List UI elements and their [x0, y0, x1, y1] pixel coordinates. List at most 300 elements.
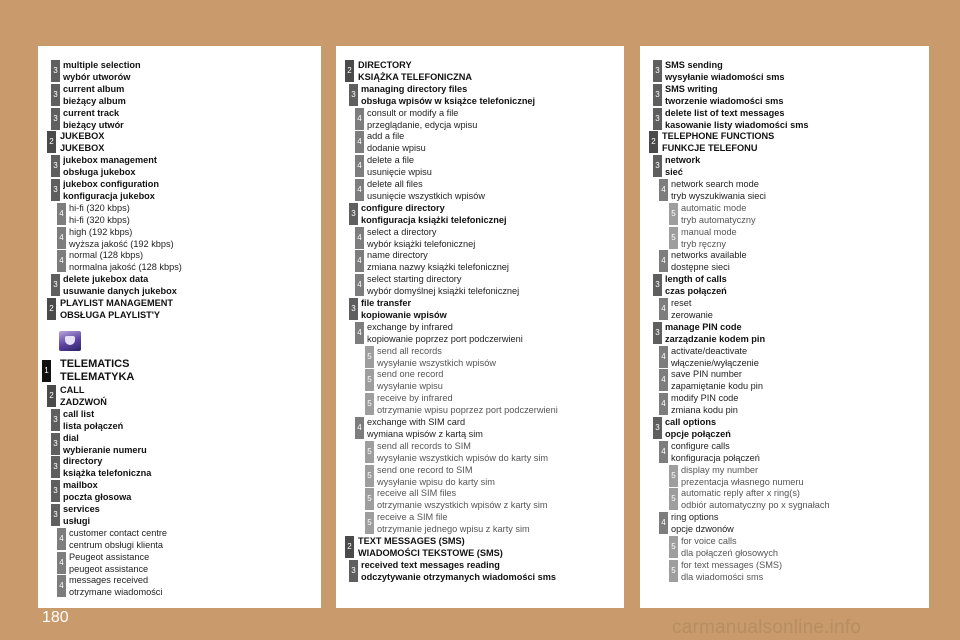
menu-entry-text — [681, 487, 925, 511]
menu-entry-label-en: SMS writing — [665, 83, 718, 94]
menu-entry-label-en: automatic reply after x ring(s) — [681, 488, 800, 499]
menu-level-badge: 5 — [365, 346, 374, 368]
menu-entry — [38, 478, 321, 504]
menu-entry — [336, 320, 624, 346]
menu-entry-text — [671, 440, 925, 464]
menu-entry — [38, 129, 321, 155]
menu-entry — [336, 201, 624, 227]
menu-entry-label-en: jukebox configuration — [63, 179, 159, 189]
menu-level-badge: 3 — [51, 179, 60, 201]
menu-entry-label-pl: wysyłanie wpisu — [377, 381, 443, 392]
menu-entry — [38, 82, 321, 108]
menu-level-badge: 4 — [659, 441, 668, 463]
menu-entry-label-pl: TELEMATYKA — [60, 371, 135, 383]
menu-entry-label-pl: hi-fi (320 kbps) — [69, 214, 130, 225]
menu-level-badge: 4 — [355, 417, 364, 439]
menu-entry — [336, 558, 624, 584]
menu-level-badge: 5 — [669, 536, 678, 558]
menu-entry-label-pl: tworzenie wiadomości sms — [665, 95, 784, 106]
menu-entry-text — [671, 249, 925, 273]
menu-entry-label-en: TELEMATICS — [60, 358, 130, 370]
menu-entry-label-en: DIRECTORY — [358, 60, 412, 70]
menu-level-badge: 5 — [669, 488, 678, 510]
menu-entry-text — [377, 440, 620, 464]
menu-entry-label-en: managing directory files — [361, 83, 468, 94]
menu-entry-text — [63, 455, 317, 479]
menu-entry-label-pl: bieżący album — [63, 95, 126, 106]
menu-entry — [336, 463, 624, 489]
menu-entry-text — [377, 368, 620, 392]
menu-level-badge: 2 — [345, 536, 354, 558]
menu-entry — [640, 415, 929, 441]
menu-level-badge: 3 — [349, 84, 358, 106]
menu-entry-label-pl: OBSŁUGA PLAYLIST'Y — [60, 310, 161, 320]
menu-entry-label-pl: tryb ręczny — [681, 238, 726, 249]
menu-entry-label-en: receive a SIM file — [377, 512, 448, 523]
menu-level-badge: 5 — [669, 227, 678, 249]
watermark: carmanualsonline.info — [672, 617, 862, 638]
menu-entry-label-pl: kasowanie listy wiadomości sms — [665, 119, 809, 130]
menu-entry-label-en: modify PIN code — [671, 393, 739, 404]
menu-entry-label-en: select a directory — [367, 226, 437, 237]
menu-entry-text — [681, 535, 925, 559]
menu-entry — [38, 573, 321, 599]
menu-entry-label-en: send one record — [377, 369, 444, 380]
menu-entry-label-en: ring options — [671, 512, 719, 523]
menu-entry — [640, 248, 929, 274]
page-number: 180 — [42, 609, 69, 626]
menu-entry-label-pl: FUNKCJE TELEFONU — [662, 143, 758, 154]
menu-entry-text — [671, 392, 925, 416]
menu-entry-label-en: consult or modify a file — [367, 107, 459, 118]
menu-entry-label-pl: usługi — [63, 516, 91, 526]
menu-entry — [38, 201, 321, 227]
menu-entry-label-en: select starting directory — [367, 274, 462, 285]
menu-level-badge: 3 — [653, 274, 662, 296]
menu-entry-text — [665, 59, 925, 83]
menu-level-badge: 3 — [653, 322, 662, 344]
menu-entry-label-pl: wybór domyślnej książki telefonicznej — [367, 286, 520, 297]
menu-entry-text — [63, 432, 317, 456]
menu-entry-label-pl: usunięcie wszystkich wpisów — [367, 191, 485, 201]
menu-entry — [336, 272, 624, 298]
menu-entry-label-pl: dodanie wpisu — [367, 143, 426, 154]
menu-level-badge: 4 — [355, 322, 364, 344]
menu-entry-label-pl: kopiowanie wpisów — [361, 310, 447, 320]
menu-entry-text — [60, 297, 317, 321]
menu-entry-label-en: manage PIN code — [665, 321, 742, 332]
menu-entry-text — [69, 527, 317, 551]
menu-entry-label-en: current album — [63, 83, 125, 94]
menu-entry-label-pl: wymiana wpisów z kartą sim — [367, 429, 483, 439]
menu-entry-label-pl: otrzymanie jednego wpisu z karty sim — [377, 524, 530, 535]
menu-entry-label-pl: tryb wyszukiwania sieci — [671, 191, 766, 201]
menu-level-badge: 5 — [365, 465, 374, 487]
menu-entry-text — [671, 297, 925, 321]
menu-level-badge: 2 — [345, 60, 354, 82]
menu-entry-label-en: dial — [63, 432, 79, 443]
menu-entry-label-en: length of calls — [665, 274, 727, 285]
menu-entry-label-pl: wybieranie numeru — [63, 444, 147, 455]
menu-level-badge: 4 — [659, 298, 668, 320]
menu-entry-label-pl: zarządzanie kodem pin — [665, 333, 766, 344]
menu-entry-label-en: exchange with SIM card — [367, 417, 466, 427]
menu-column-2 — [336, 46, 624, 608]
menu-level-badge: 5 — [365, 441, 374, 463]
menu-column-1 — [38, 46, 321, 608]
menu-entry-label-pl: otrzymanie wszystkich wpisów z karty sim — [377, 500, 548, 511]
menu-entry-label-en: for voice calls — [681, 536, 737, 546]
menu-entry-label-pl: kopiowanie poprzez port podczerwieni — [367, 333, 523, 344]
menu-level-badge: 4 — [659, 250, 668, 272]
menu-entry — [38, 272, 321, 298]
menu-entry — [640, 391, 929, 417]
menu-entry-text — [60, 358, 317, 384]
menu-entry-text — [361, 297, 620, 321]
menu-entry-label-en: delete a file — [367, 155, 414, 166]
menu-entry-text — [377, 345, 620, 369]
menu-entry — [640, 272, 929, 298]
menu-entry-text — [665, 273, 925, 297]
menu-entry-label-pl: włączenie/wyłączenie — [671, 357, 759, 368]
menu-entry — [640, 463, 929, 489]
menu-entry-label-pl: obsługa jukebox — [63, 167, 136, 178]
menu-entry — [336, 439, 624, 465]
menu-entry — [640, 558, 929, 584]
menu-entry-label-en: send all records to SIM — [377, 440, 471, 451]
menu-entry-text — [377, 487, 620, 511]
menu-entry-text — [665, 416, 925, 440]
menu-entry-label-en: activate/deactivate — [671, 345, 748, 356]
menu-entry — [640, 177, 929, 203]
menu-entry-text — [63, 107, 317, 131]
menu-entry-text — [671, 511, 925, 535]
menu-entry-text — [367, 226, 620, 250]
menu-entry-label-pl: czas połączeń — [665, 286, 727, 297]
menu-entry-label-pl: bieżący utwór — [63, 119, 124, 130]
menu-entry — [336, 367, 624, 393]
menu-entry-label-pl: konfiguracja połączeń — [671, 452, 760, 463]
menu-entry-text — [63, 83, 317, 107]
menu-entry-label-en: file transfer — [361, 298, 412, 308]
menu-level-badge: 3 — [653, 108, 662, 130]
menu-entry-label-pl: dla połączeń głosowych — [681, 548, 779, 558]
menu-level-badge: 3 — [51, 108, 60, 130]
menu-entry — [38, 407, 321, 433]
menu-entry-label-pl: wyższa jakość (192 kbps) — [69, 238, 174, 249]
menu-entry-text — [671, 178, 925, 202]
menu-entry-label-pl: wysyłanie wszystkich wpisów do karty sim — [377, 452, 549, 463]
menu-level-badge: 3 — [51, 409, 60, 431]
menu-entry-label-en: save PIN number — [671, 369, 742, 380]
menu-entry-label-pl: opcje dzwonów — [671, 524, 734, 535]
menu-level-badge: 3 — [349, 203, 358, 225]
menu-entry-text — [665, 321, 925, 345]
menu-entry-text — [665, 107, 925, 131]
menu-level-badge: 3 — [653, 417, 662, 439]
menu-entry-text — [361, 559, 620, 583]
menu-entry-text — [69, 202, 317, 226]
menu-entry-label-en: manual mode — [681, 226, 737, 237]
menu-entry-label-en: send all records — [377, 345, 442, 356]
menu-entry — [336, 486, 624, 512]
menu-entry-label-en: network search mode — [671, 179, 759, 189]
menu-entry-label-en: delete list of text messages — [665, 107, 785, 118]
menu-entry-label-en: automatic mode — [681, 202, 747, 213]
menu-level-badge: 4 — [355, 274, 364, 296]
menu-entry-label-en: configure directory — [361, 202, 445, 213]
menu-entry-label-en: SMS sending — [665, 60, 723, 70]
menu-entry-label-en: configure calls — [671, 440, 730, 451]
menu-entry-label-en: high (192 kbps) — [69, 226, 133, 237]
menu-level-badge: 4 — [57, 203, 66, 225]
menu-entry-text — [377, 464, 620, 488]
menu-entry — [336, 106, 624, 132]
menu-entry-label-en: TELEPHONE FUNCTIONS — [662, 131, 775, 142]
menu-entry-label-en: delete jukebox data — [63, 274, 149, 285]
menu-entry-label-en: TEXT MESSAGES (SMS) — [358, 536, 465, 546]
menu-entry-text — [367, 107, 620, 131]
menu-entry-label-en: directory — [63, 456, 103, 467]
menu-entry — [38, 454, 321, 480]
menu-level-badge: 3 — [51, 504, 60, 526]
telematics-icon — [59, 331, 81, 351]
menu-entry-label-en: call list — [63, 408, 95, 419]
menu-entry-label-en: receive all SIM files — [377, 488, 457, 499]
menu-entry-label-pl: konfiguracja jukebox — [63, 191, 155, 201]
menu-level-badge: 4 — [57, 552, 66, 574]
menu-entry-text — [665, 83, 925, 107]
menu-entry-text — [665, 154, 925, 178]
menu-entry — [640, 510, 929, 536]
menu-entry-text — [377, 392, 620, 416]
menu-entry-label-pl: JUKEBOX — [60, 143, 105, 154]
menu-entry — [336, 248, 624, 274]
menu-entry — [38, 431, 321, 457]
menu-entry-text — [681, 202, 925, 226]
menu-level-badge: 4 — [57, 528, 66, 550]
menu-entry — [38, 550, 321, 576]
menu-entry — [38, 358, 321, 384]
menu-level-badge: 3 — [51, 274, 60, 296]
menu-entry-text — [681, 559, 925, 583]
menu-entry-label-en: send one record to SIM — [377, 464, 473, 475]
menu-entry — [38, 248, 321, 274]
menu-entry — [336, 344, 624, 370]
menu-entry-label-pl: wysyłanie wszystkich wpisów — [377, 357, 496, 368]
menu-entry-label-pl: KSIĄŻKA TELEFONICZNA — [358, 72, 472, 82]
menu-level-badge: 4 — [659, 512, 668, 534]
menu-level-badge: 3 — [51, 433, 60, 455]
menu-level-badge: 4 — [355, 155, 364, 177]
menu-entry-label-en: display my number — [681, 464, 759, 475]
menu-entry-label-en: Peugeot assistance — [69, 551, 150, 562]
menu-entry — [640, 106, 929, 132]
menu-entry-label-pl: wybór utworów — [63, 72, 131, 82]
menu-entry-text — [63, 178, 317, 202]
menu-entry — [640, 201, 929, 227]
menu-entry-label-en: reset — [671, 298, 692, 308]
menu-entry — [640, 344, 929, 370]
menu-level-badge: 3 — [653, 84, 662, 106]
menu-entry-text — [361, 202, 620, 226]
menu-level-badge: 3 — [51, 84, 60, 106]
menu-level-badge: 2 — [47, 131, 56, 153]
menu-entry-text — [63, 479, 317, 503]
menu-level-badge: 3 — [51, 60, 60, 82]
menu-level-badge: 4 — [355, 131, 364, 153]
menu-entry — [640, 486, 929, 512]
menu-entry-label-pl: peugeot assistance — [69, 563, 149, 574]
menu-entry-text — [69, 551, 317, 575]
menu-level-badge: 5 — [669, 560, 678, 582]
menu-entry-label-en: multiple selection — [63, 60, 141, 70]
menu-level-badge: 4 — [355, 179, 364, 201]
menu-entry — [640, 225, 929, 251]
menu-entry-label-pl: wysyłanie wiadomości sms — [665, 72, 785, 82]
menu-level-badge: 5 — [365, 488, 374, 510]
menu-entry-text — [671, 368, 925, 392]
menu-entry-label-pl: ZADZWOŃ — [60, 397, 107, 407]
menu-entry-text — [63, 408, 317, 432]
menu-entry — [38, 502, 321, 528]
menu-level-badge: 5 — [669, 465, 678, 487]
menu-entry-label-pl: zapamiętanie kodu pin — [671, 381, 763, 392]
menu-level-badge: 5 — [365, 393, 374, 415]
menu-entry-label-pl: normalna jakość (128 kbps) — [69, 262, 182, 273]
menu-entry — [38, 383, 321, 409]
menu-entry-label-en: CALL — [60, 385, 85, 395]
menu-level-badge: 4 — [355, 227, 364, 249]
menu-entry — [336, 129, 624, 155]
menu-entry-label-en: mailbox — [63, 480, 98, 491]
menu-entry-text — [63, 503, 317, 527]
menu-entry-text — [367, 178, 620, 202]
menu-entry-text — [60, 130, 317, 154]
menu-level-badge: 4 — [57, 250, 66, 272]
menu-entry — [336, 391, 624, 417]
menu-entry — [336, 177, 624, 203]
menu-entry — [336, 58, 624, 84]
menu-entry-label-pl: usunięcie wpisu — [367, 167, 432, 178]
menu-entry — [336, 153, 624, 179]
menu-entry — [336, 82, 624, 108]
menu-entry-label-pl: przeglądanie, edycja wpisu — [367, 119, 478, 130]
menu-level-badge: 3 — [51, 456, 60, 478]
menu-entry-label-en: exchange by infrared — [367, 321, 453, 332]
menu-entry-text — [367, 154, 620, 178]
menu-level-badge: 1 — [42, 360, 51, 382]
menu-entry — [336, 534, 624, 560]
menu-entry-label-en: hi-fi (320 kbps) — [69, 202, 130, 213]
menu-entry-text — [358, 59, 620, 83]
menu-entry-label-en: for text messages (SMS) — [681, 559, 783, 570]
menu-entry — [336, 225, 624, 251]
menu-entry-text — [63, 59, 317, 83]
menu-entry — [38, 58, 321, 84]
menu-entry-label-en: normal (128 kbps) — [69, 250, 144, 261]
menu-entry-label-en: received text messages reading — [361, 559, 500, 570]
menu-entry-label-pl: tryb automatyczny — [681, 214, 756, 225]
menu-entry-text — [367, 321, 620, 345]
menu-entry-text — [671, 345, 925, 369]
menu-entry-label-en: add a file — [367, 131, 405, 142]
menu-entry-label-en: call options — [665, 417, 717, 427]
menu-level-badge: 3 — [51, 480, 60, 502]
menu-entry — [38, 153, 321, 179]
menu-entry — [38, 526, 321, 552]
menu-level-badge: 3 — [653, 155, 662, 177]
menu-entry-label-en: services — [63, 504, 100, 514]
menu-entry-text — [367, 130, 620, 154]
menu-entry-label-pl: otrzymanie wpisu poprzez port podczerwieni — [377, 405, 558, 416]
menu-entry-text — [361, 83, 620, 107]
menu-entry — [640, 367, 929, 393]
menu-entry-label-pl: wysyłanie wpisu do karty sim — [377, 476, 495, 487]
menu-entry — [38, 225, 321, 251]
menu-level-badge: 5 — [365, 369, 374, 391]
menu-level-badge: 5 — [365, 512, 374, 534]
menu-level-badge: 3 — [51, 155, 60, 177]
menu-entry-label-pl: odbiór automatyczny po x sygnałach — [681, 500, 830, 511]
menu-entry-label-en: current track — [63, 107, 120, 118]
menu-level-badge: 4 — [57, 575, 66, 597]
menu-level-badge: 4 — [659, 393, 668, 415]
menu-level-badge: 2 — [47, 298, 56, 320]
menu-entry-label-pl: otrzymane wiadomości — [69, 587, 163, 598]
menu-entry — [336, 296, 624, 322]
menu-entry-text — [69, 226, 317, 250]
menu-entry-label-pl: usuwanie danych jukebox — [63, 286, 177, 297]
menu-entry-label-en: PLAYLIST MANAGEMENT — [60, 298, 173, 308]
menu-entry-label-en: network — [665, 155, 701, 166]
menu-entry-label-pl: sieć — [665, 167, 683, 178]
menu-entry-label-pl: poczta głosowa — [63, 492, 132, 503]
menu-entry-label-pl: centrum obsługi klienta — [69, 539, 163, 550]
menu-entry-text — [681, 226, 925, 250]
menu-entry — [38, 177, 321, 203]
menu-entry — [640, 320, 929, 346]
menu-entry — [640, 534, 929, 560]
menu-entry-text — [681, 464, 925, 488]
menu-level-badge: 4 — [659, 179, 668, 201]
menu-entry-label-pl: obsługa wpisów w książce telefonicznej — [361, 95, 536, 106]
menu-level-badge: 2 — [47, 385, 56, 407]
menu-level-badge: 5 — [669, 203, 678, 225]
menu-entry-label-pl: opcje połączeń — [665, 429, 731, 439]
menu-entry-label-en: customer contact centre — [69, 527, 168, 538]
menu-entry-text — [358, 535, 620, 559]
menu-entry — [640, 153, 929, 179]
menu-entry — [640, 296, 929, 322]
menu-entry-text — [63, 273, 317, 297]
menu-level-badge: 3 — [653, 60, 662, 82]
menu-entry-text — [69, 574, 317, 598]
menu-entry-label-pl: odczytywanie otrzymanych wiadomości sms — [361, 571, 557, 582]
menu-level-badge: 4 — [659, 369, 668, 391]
menu-entry-label-pl: zerowanie — [671, 310, 713, 320]
menu-entry-label-pl: książka telefoniczna — [63, 468, 152, 479]
menu-entry-text — [60, 384, 317, 408]
menu-entry-text — [63, 154, 317, 178]
menu-entry-label-en: messages received — [69, 575, 149, 586]
menu-level-badge: 3 — [349, 560, 358, 582]
menu-entry-text — [69, 249, 317, 273]
menu-entry — [640, 58, 929, 84]
menu-entry — [336, 510, 624, 536]
menu-entry — [38, 106, 321, 132]
menu-level-badge: 4 — [57, 227, 66, 249]
